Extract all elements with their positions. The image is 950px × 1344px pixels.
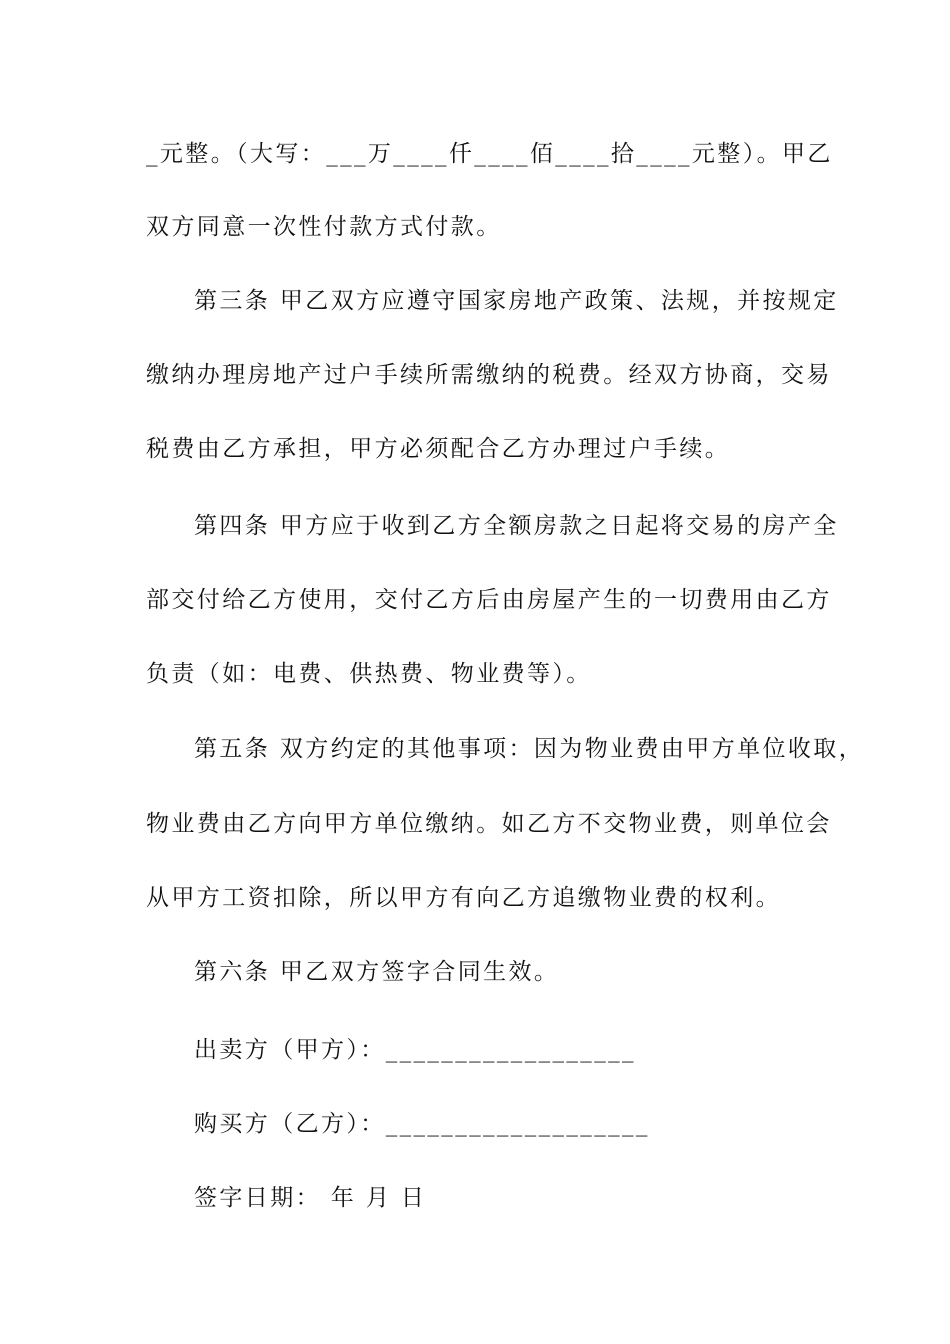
article-6-line: 第六条 甲乙双方签字合同生效。 bbox=[194, 959, 560, 985]
article-4-line-1: 第四条 甲方应于收到乙方全额房款之日起将交易的房产全 bbox=[194, 513, 839, 539]
article-5-line-3: 从甲方工资扣除，所以甲方有向乙方追缴物业费的权利。 bbox=[146, 885, 781, 911]
article-3-line-2: 缴纳办理房地产过户手续所需缴纳的税费。经双方协商，交易 bbox=[146, 362, 832, 388]
article-3-line-3: 税费由乙方承担，甲方必须配合乙方办理过户手续。 bbox=[146, 436, 731, 462]
seller-signature-line: 出卖方（甲方）：__________________ bbox=[194, 1037, 636, 1063]
article-4-line-3: 负责（如：电费、供热费、物业费等）。 bbox=[146, 661, 592, 687]
signing-date-line: 签字日期： 年 月 日 bbox=[194, 1185, 427, 1211]
buyer-signature-line: 购买方（乙方）：___________________ bbox=[194, 1111, 650, 1137]
article-5-line-2: 物业费由乙方向甲方单位缴纳。如乙方不交物业费，则单位会 bbox=[146, 811, 832, 837]
text-line-1: _元整。（大写：___万____仟____佰____拾____元整）。甲乙 bbox=[146, 141, 833, 167]
article-3-line-1: 第三条 甲乙双方应遵守国家房地产政策、法规，并按规定 bbox=[194, 288, 839, 314]
text-line-2: 双方同意一次性付款方式付款。 bbox=[146, 214, 502, 240]
article-4-line-2: 部交付给乙方使用，交付乙方后由房屋产生的一切费用由乙方 bbox=[146, 587, 832, 613]
article-5-line-1: 第五条 双方约定的其他事项：因为物业费由甲方单位收取， bbox=[194, 736, 865, 762]
